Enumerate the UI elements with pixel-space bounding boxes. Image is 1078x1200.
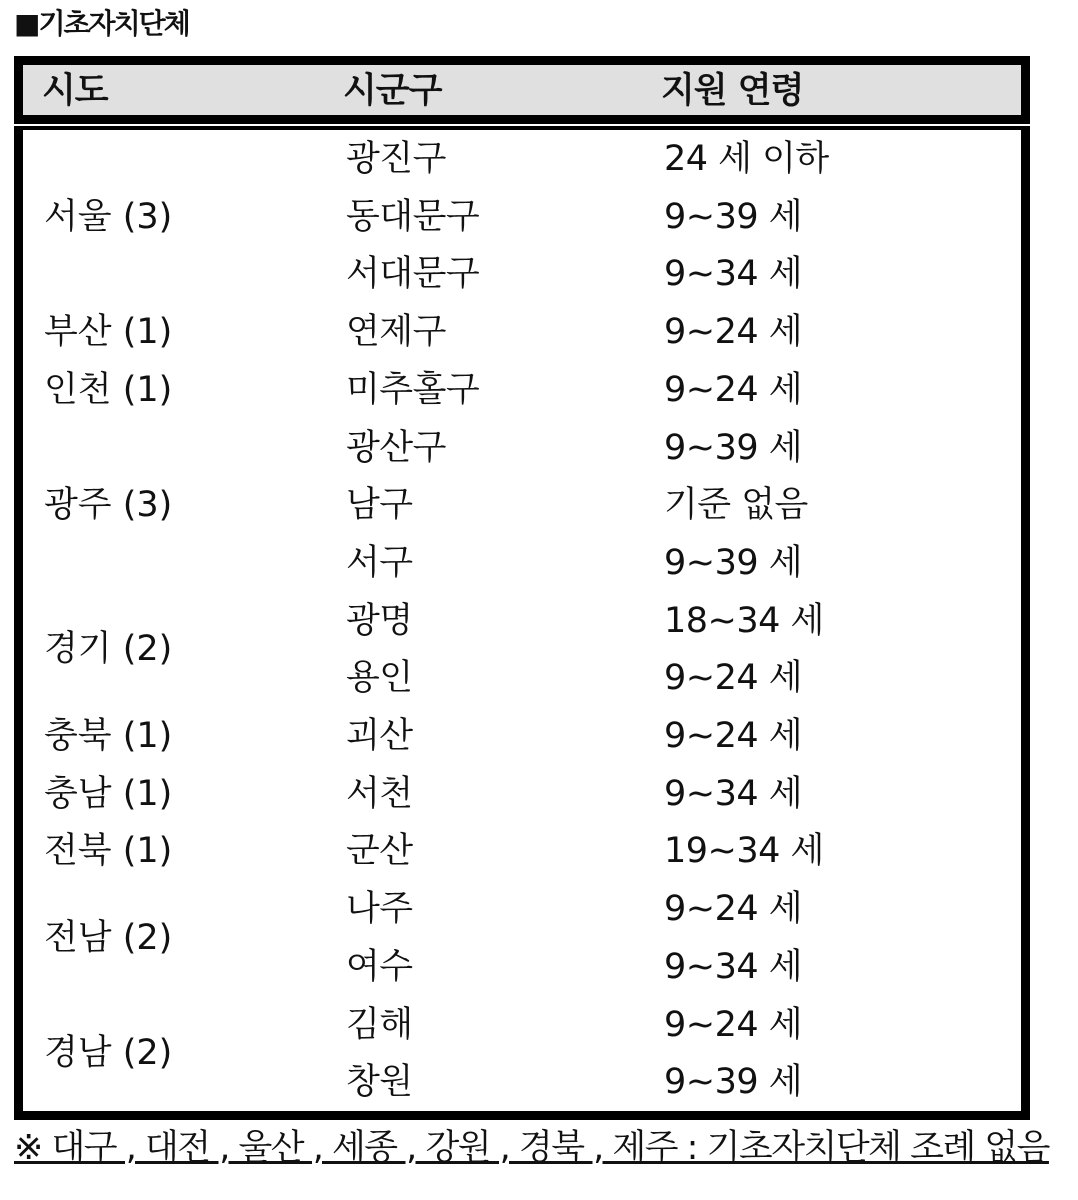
table-row bbox=[23, 593, 1021, 651]
cell-sigungu: 광명 bbox=[346, 600, 413, 641]
header-age: 지원 연령 bbox=[661, 71, 804, 111]
cell-sigungu: 나주 bbox=[346, 889, 413, 930]
section-title: ■기초자치단체 bbox=[14, 7, 189, 40]
table-row bbox=[23, 1054, 1021, 1112]
cell-sido: 전북 (1) bbox=[44, 831, 173, 872]
table-row bbox=[23, 304, 1021, 362]
cell-sigungu: 미추홀구 bbox=[346, 369, 480, 410]
table-header bbox=[14, 56, 1030, 124]
cell-sido: 인천 (1) bbox=[44, 369, 173, 410]
table-row bbox=[23, 997, 1021, 1055]
cell-sigungu: 용인 bbox=[346, 658, 413, 699]
table-row bbox=[23, 362, 1021, 420]
cell-sigungu: 김해 bbox=[346, 1004, 413, 1045]
cell-age: 9~34 세 bbox=[664, 254, 803, 295]
cell-age: 19~34 세 bbox=[664, 831, 824, 872]
cell-sido: 경기 (2) bbox=[44, 629, 173, 670]
cell-sigungu: 서구 bbox=[346, 542, 413, 583]
table-row bbox=[23, 939, 1021, 997]
table-body bbox=[14, 126, 1030, 1120]
cell-age: 9~24 세 bbox=[664, 1004, 803, 1045]
cell-sido: 경남 (2) bbox=[44, 1033, 173, 1074]
table-row bbox=[23, 420, 1021, 478]
cell-sigungu: 서천 bbox=[346, 773, 413, 814]
cell-age: 9~39 세 bbox=[664, 196, 803, 237]
cell-sigungu: 군산 bbox=[346, 831, 413, 872]
table-row bbox=[23, 766, 1021, 824]
table-row bbox=[23, 189, 1021, 247]
table-row bbox=[23, 823, 1021, 881]
footnote: ※ 대구 , 대전 , 울산 , 세종 , 강원 , 경북 , 제주 : 기초자치단체 조례 없음 bbox=[14, 1128, 1049, 1168]
table-row bbox=[23, 708, 1021, 766]
cell-age: 9~34 세 bbox=[664, 773, 803, 814]
cell-age: 9~39 세 bbox=[664, 1062, 803, 1103]
cell-sigungu: 창원 bbox=[346, 1062, 413, 1103]
cell-age: 9~39 세 bbox=[664, 542, 803, 583]
table-row bbox=[23, 650, 1021, 708]
cell-sigungu: 동대문구 bbox=[346, 196, 480, 237]
cell-sigungu: 남구 bbox=[346, 485, 413, 526]
cell-sigungu: 서대문구 bbox=[346, 254, 480, 295]
cell-sigungu: 연제구 bbox=[346, 312, 446, 353]
cell-age: 24 세 이하 bbox=[664, 139, 829, 179]
cell-age: 9~24 세 bbox=[664, 369, 803, 410]
cell-age: 기준 없음 bbox=[664, 485, 808, 526]
cell-age: 9~24 세 bbox=[664, 312, 803, 353]
cell-sigungu: 광산구 bbox=[346, 427, 446, 468]
table-row bbox=[23, 246, 1021, 304]
table-row bbox=[23, 881, 1021, 939]
cell-sido: 부산 (1) bbox=[44, 312, 173, 353]
cell-sido: 서울 (3) bbox=[44, 196, 173, 237]
cell-age: 9~24 세 bbox=[664, 658, 803, 699]
cell-sido: 광주 (3) bbox=[44, 485, 173, 526]
cell-sigungu: 여수 bbox=[346, 946, 413, 987]
table-row bbox=[23, 477, 1021, 535]
table-row bbox=[23, 535, 1021, 593]
cell-sido: 충북 (1) bbox=[44, 716, 173, 756]
cell-sigungu: 광진구 bbox=[346, 139, 446, 179]
cell-age: 9~24 세 bbox=[664, 889, 803, 930]
table-row bbox=[23, 131, 1021, 189]
cell-sido: 충남 (1) bbox=[44, 773, 173, 814]
header-sigungu: 시군구 bbox=[343, 71, 442, 111]
cell-age: 18~34 세 bbox=[664, 600, 824, 641]
cell-sido: 전남 (2) bbox=[44, 917, 173, 958]
header-sido: 시도 bbox=[42, 71, 108, 111]
cell-age: 9~24 세 bbox=[664, 716, 803, 756]
cell-age: 9~34 세 bbox=[664, 946, 803, 987]
cell-age: 9~39 세 bbox=[664, 427, 803, 468]
cell-sigungu: 괴산 bbox=[346, 716, 413, 756]
